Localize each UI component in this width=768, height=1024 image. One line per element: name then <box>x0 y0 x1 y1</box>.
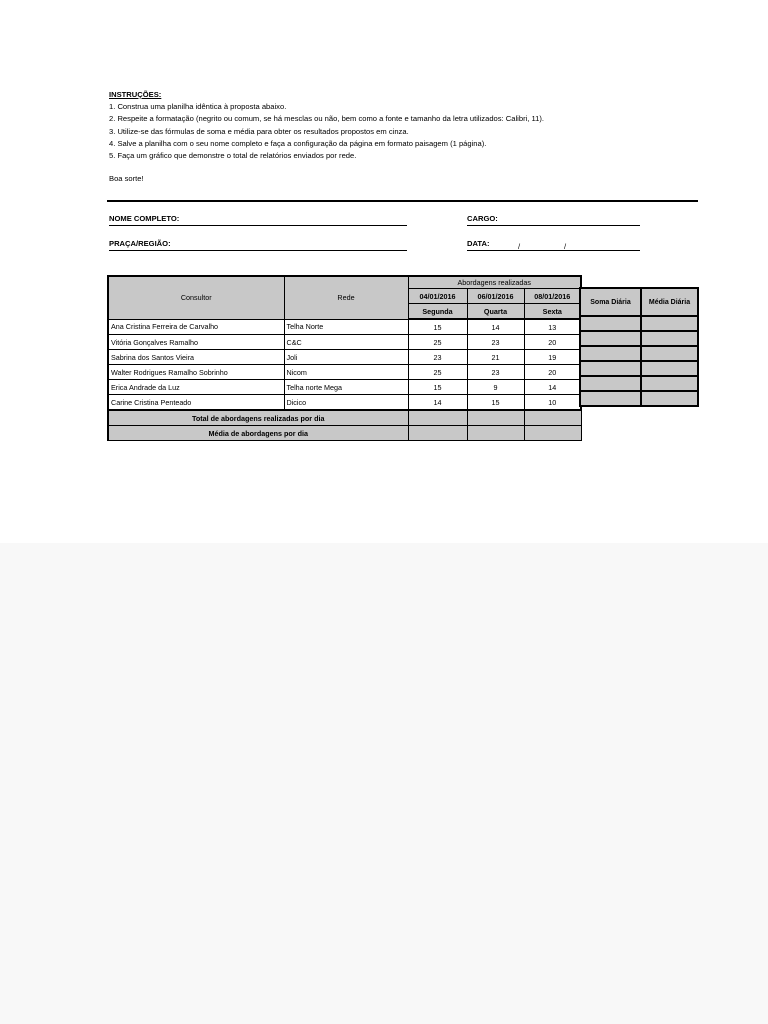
media-label: Média de abordagens por dia <box>108 426 408 441</box>
value-cell: 13 <box>524 319 581 335</box>
nome-completo-label: NOME COMPLETO: <box>109 214 180 223</box>
value-cell: 14 <box>408 395 467 411</box>
media-cell <box>641 361 698 376</box>
rede-cell: Joli <box>284 350 408 365</box>
value-cell: 19 <box>524 350 581 365</box>
value-cell: 14 <box>467 319 524 335</box>
consultor-cell: Ana Cristina Ferreira de Carvalho <box>108 319 284 335</box>
instruction-item-4: 4. Salve a planilha com o seu nome completo e faça a configuração da página em formato paisagem (1 página). <box>109 138 487 148</box>
media-cell <box>641 346 698 361</box>
value-cell: 23 <box>408 350 467 365</box>
cargo-label: CARGO: <box>467 214 498 223</box>
instruction-item-5: 5. Faça um gráfico que demonstre o total de relatórios enviados por rede. <box>109 151 357 161</box>
header-abordagens: Abordagens realizadas <box>408 276 581 289</box>
soma-cell <box>580 316 641 331</box>
instruction-item-2: 2. Respeite a formatação (negrito ou comum, se há mesclas ou não, bem como a fonte e tamanho da letra utilizados: Calibri, 11). <box>109 114 545 124</box>
header-consultor: Consultor <box>108 276 284 319</box>
header-date-1: 04/01/2016 <box>408 289 467 304</box>
header-weekday-1: Segunda <box>408 304 467 320</box>
soma-cell <box>580 361 641 376</box>
total-cell <box>524 410 581 426</box>
media-row <box>108 426 581 441</box>
rede-cell: Nicom <box>284 365 408 380</box>
total-cell <box>408 410 467 426</box>
data-field[interactable] <box>467 238 640 251</box>
soma-cell <box>580 331 641 346</box>
header-date-2: 06/01/2016 <box>467 289 524 304</box>
cargo-field[interactable] <box>467 213 640 226</box>
abordagens-table <box>107 275 582 441</box>
rede-cell: Telha Norte <box>284 319 408 335</box>
table-row <box>108 350 581 365</box>
media-cell <box>641 316 698 331</box>
rede-cell: C&C <box>284 335 408 350</box>
value-cell: 9 <box>467 380 524 395</box>
instruction-item-1: 1. Construa uma planilha idêntica à proposta abaixo. <box>109 102 287 112</box>
value-cell: 23 <box>467 335 524 350</box>
soma-cell <box>580 391 641 406</box>
soma-cell <box>580 376 641 391</box>
date-slash-1: / <box>518 242 521 251</box>
media-cell <box>641 376 698 391</box>
table-row <box>108 380 581 395</box>
date-slash-2: / <box>564 242 567 251</box>
value-cell: 23 <box>467 365 524 380</box>
value-cell: 15 <box>408 380 467 395</box>
rede-cell: Telha norte Mega <box>284 380 408 395</box>
closing-text: Boa sorte! <box>109 174 144 184</box>
consultor-cell: Vitória Gonçalves Ramalho <box>108 335 284 350</box>
consultor-cell: Sabrina dos Santos Vieira <box>108 350 284 365</box>
value-cell: 20 <box>524 335 581 350</box>
consultor-cell: Erica Andrade da Luz <box>108 380 284 395</box>
value-cell: 25 <box>408 335 467 350</box>
media-cell <box>408 426 467 441</box>
section-divider <box>107 200 698 202</box>
value-cell: 14 <box>524 380 581 395</box>
soma-cell <box>580 346 641 361</box>
media-cell <box>524 426 581 441</box>
instructions-block <box>109 89 544 185</box>
consultor-cell: Carine Cristina Penteado <box>108 395 284 411</box>
table-row <box>108 319 581 335</box>
table-row <box>108 395 581 411</box>
total-label: Total de abordagens realizadas por dia <box>108 410 408 426</box>
value-cell: 25 <box>408 365 467 380</box>
instructions-heading: INSTRUÇÕES: <box>109 90 162 99</box>
value-cell: 15 <box>467 395 524 411</box>
media-cell <box>641 331 698 346</box>
header-rede: Rede <box>284 276 408 319</box>
value-cell: 10 <box>524 395 581 411</box>
table-row <box>108 335 581 350</box>
media-cell <box>641 391 698 406</box>
header-date-3: 08/01/2016 <box>524 289 581 304</box>
praca-regiao-label: PRAÇA/REGIÃO: <box>109 239 171 248</box>
header-media-diaria: Média Diária <box>641 288 698 316</box>
total-cell <box>467 410 524 426</box>
rede-cell: Dicico <box>284 395 408 411</box>
soma-media-table <box>579 287 699 407</box>
value-cell: 15 <box>408 319 467 335</box>
total-row <box>108 410 581 426</box>
nome-completo-field[interactable] <box>109 213 407 226</box>
data-label: DATA: <box>467 239 490 248</box>
header-weekday-2: Quarta <box>467 304 524 320</box>
value-cell: 21 <box>467 350 524 365</box>
consultor-cell: Walter Rodrigues Ramalho Sobrinho <box>108 365 284 380</box>
header-soma-diaria: Soma Diária <box>580 288 641 316</box>
praca-regiao-field[interactable] <box>109 238 407 251</box>
media-cell <box>467 426 524 441</box>
header-weekday-3: Sexta <box>524 304 581 320</box>
table-row <box>108 365 581 380</box>
value-cell: 20 <box>524 365 581 380</box>
instruction-item-3: 3. Utilize-se das fórmulas de soma e média para obter os resultados propostos em cinza. <box>109 126 409 136</box>
